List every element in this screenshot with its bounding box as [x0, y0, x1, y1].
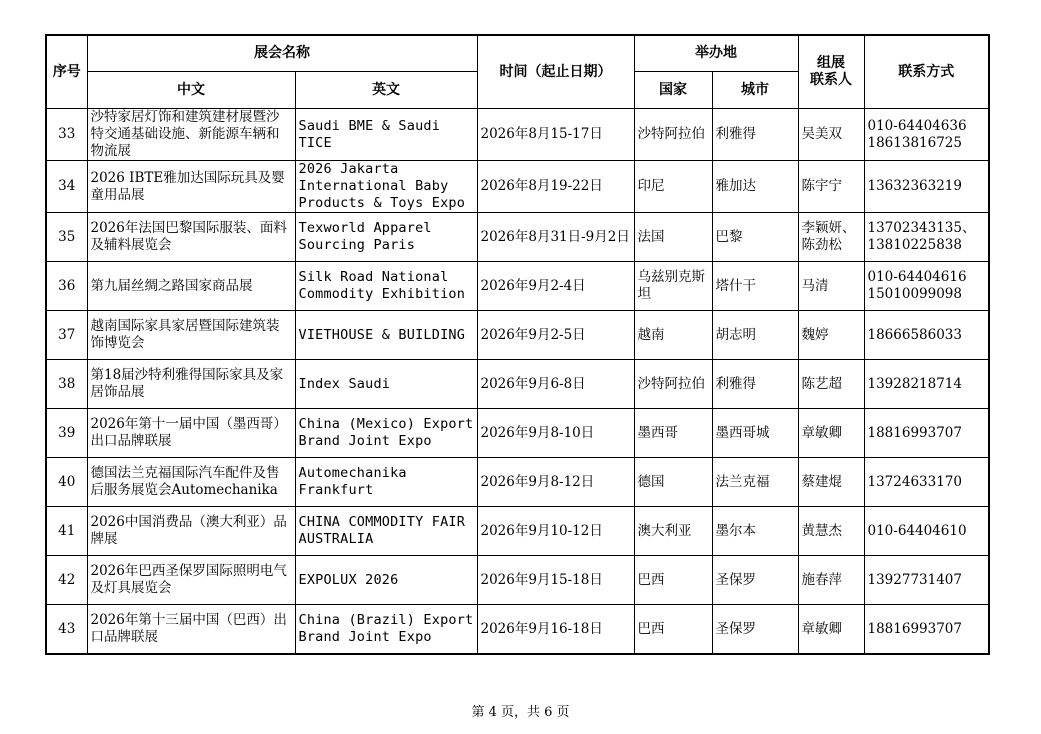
expo-dates: 2026年8月19-22日: [477, 161, 634, 213]
header-time: 时间（起止日期）: [477, 35, 634, 109]
expo-dates: 2026年9月2-5日: [477, 311, 634, 360]
venue-city: 胡志明: [712, 311, 798, 360]
organizer-contact-person: 李颖妍、陈劲松: [798, 213, 864, 262]
expo-dates: 2026年9月8-10日: [477, 409, 634, 458]
venue-country: 墨西哥: [634, 409, 712, 458]
contact-info: 18816993707: [864, 605, 989, 655]
table-row: [46, 213, 989, 262]
row-number: 43: [46, 605, 87, 655]
row-number: 35: [46, 213, 87, 262]
row-number: 34: [46, 161, 87, 213]
table-row: [46, 360, 989, 409]
contact-info: 13928218714: [864, 360, 989, 409]
venue-city: 巴黎: [712, 213, 798, 262]
venue-city: 利雅得: [712, 360, 798, 409]
venue-city: 利雅得: [712, 109, 798, 161]
exhibition-schedule-table: [45, 34, 990, 655]
organizer-contact-person: 黄慧杰: [798, 507, 864, 556]
venue-country: 巴西: [634, 605, 712, 655]
organizer-contact-person: 章敏卿: [798, 605, 864, 655]
expo-dates: 2026年9月16-18日: [477, 605, 634, 655]
expo-dates: 2026年9月10-12日: [477, 507, 634, 556]
expo-name-cn: 沙特家居灯饰和建筑建材展暨沙特交通基础设施、新能源车辆和物流展: [87, 109, 295, 161]
venue-city: 法兰克福: [712, 458, 798, 507]
header-expo-name: 展会名称: [87, 35, 477, 72]
contact-info: 18666586033: [864, 311, 989, 360]
table-row: [46, 507, 989, 556]
expo-name-en: Automechanika Frankfurt: [295, 458, 477, 507]
expo-name-en: Silk Road National Commodity Exhibition: [295, 262, 477, 311]
expo-name-en: Texworld Apparel Sourcing Paris: [295, 213, 477, 262]
row-number: 39: [46, 409, 87, 458]
row-number: 40: [46, 458, 87, 507]
organizer-contact-person: 陈宇宁: [798, 161, 864, 213]
row-number: 37: [46, 311, 87, 360]
expo-name-en: CHINA COMMODITY FAIR AUSTRALIA: [295, 507, 477, 556]
row-number: 38: [46, 360, 87, 409]
venue-country: 印尼: [634, 161, 712, 213]
organizer-contact-person: 施春萍: [798, 556, 864, 605]
venue-country: 德国: [634, 458, 712, 507]
expo-name-cn: 第18届沙特利雅得国际家具及家居饰品展: [87, 360, 295, 409]
header-organizer: 组展 联系人: [798, 35, 864, 109]
contact-info: 13724633170: [864, 458, 989, 507]
organizer-contact-person: 蔡建焜: [798, 458, 864, 507]
expo-name-cn: 2026中国消费品（澳大利亚）品牌展: [87, 507, 295, 556]
organizer-contact-person: 吴美双: [798, 109, 864, 161]
expo-name-cn: 2026年巴西圣保罗国际照明电气及灯具展览会: [87, 556, 295, 605]
expo-name-en: VIETHOUSE & BUILDING: [295, 311, 477, 360]
row-number: 36: [46, 262, 87, 311]
expo-name-en: Saudi BME & Saudi TICE: [295, 109, 477, 161]
contact-info: 010-64404636 18613816725: [864, 109, 989, 161]
expo-name-cn: 2026 IBTE雅加达国际玩具及婴童用品展: [87, 161, 295, 213]
contact-info: 13927731407: [864, 556, 989, 605]
contact-info: 18816993707: [864, 409, 989, 458]
expo-name-en: Index Saudi: [295, 360, 477, 409]
venue-city: 塔什干: [712, 262, 798, 311]
venue-city: 墨尔本: [712, 507, 798, 556]
expo-name-cn: 2026年第十三届中国（巴西）出口品牌联展: [87, 605, 295, 655]
venue-city: 雅加达: [712, 161, 798, 213]
expo-name-cn: 2026年第十一届中国（墨西哥）出口品牌联展: [87, 409, 295, 458]
table-row: [46, 311, 989, 360]
contact-info: 010-64404616 15010099098: [864, 262, 989, 311]
expo-name-en: China (Brazil) Export Brand Joint Expo: [295, 605, 477, 655]
table-body: [46, 109, 989, 655]
row-number: 33: [46, 109, 87, 161]
expo-name-en: 2026 Jakarta International Baby Products & Toys Expo: [295, 161, 477, 213]
organizer-contact-person: 马清: [798, 262, 864, 311]
contact-info: 13702343135、 13810225838: [864, 213, 989, 262]
table-row: [46, 161, 989, 213]
expo-dates: 2026年8月15-17日: [477, 109, 634, 161]
venue-country: 巴西: [634, 556, 712, 605]
header-cn: 中文: [87, 72, 295, 109]
expo-dates: 2026年9月2-4日: [477, 262, 634, 311]
table-row: [46, 409, 989, 458]
header-contact: 联系方式: [864, 35, 989, 109]
venue-city: 墨西哥城: [712, 409, 798, 458]
venue-city: 圣保罗: [712, 605, 798, 655]
expo-dates: 2026年9月8-12日: [477, 458, 634, 507]
expo-dates: 2026年9月15-18日: [477, 556, 634, 605]
table-row: [46, 109, 989, 161]
contact-info: 010-64404610: [864, 507, 989, 556]
organizer-contact-person: 章敏卿: [798, 409, 864, 458]
header-country: 国家: [634, 72, 712, 109]
header-city: 城市: [712, 72, 798, 109]
expo-name-cn: 德国法兰克福国际汽车配件及售后服务展览会Automechanika: [87, 458, 295, 507]
header-no: 序号: [46, 35, 87, 109]
row-number: 41: [46, 507, 87, 556]
expo-name-en: EXPOLUX 2026: [295, 556, 477, 605]
row-number: 42: [46, 556, 87, 605]
expo-name-cn: 2026年法国巴黎国际服装、面料及辅料展览会: [87, 213, 295, 262]
page-footer: 第 4 页，共 6 页: [471, 705, 570, 720]
expo-name-cn: 越南国际家具家居暨国际建筑装饰博览会: [87, 311, 295, 360]
table-row: [46, 262, 989, 311]
venue-country: 越南: [634, 311, 712, 360]
venue-country: 沙特阿拉伯: [634, 109, 712, 161]
expo-name-en: China (Mexico) Export Brand Joint Expo: [295, 409, 477, 458]
table-row: [46, 458, 989, 507]
venue-country: 沙特阿拉伯: [634, 360, 712, 409]
expo-dates: 2026年9月6-8日: [477, 360, 634, 409]
table-row: [46, 605, 989, 655]
venue-country: 法国: [634, 213, 712, 262]
header-en: 英文: [295, 72, 477, 109]
venue-city: 圣保罗: [712, 556, 798, 605]
contact-info: 13632363219: [864, 161, 989, 213]
organizer-contact-person: 魏婷: [798, 311, 864, 360]
expo-name-cn: 第九届丝绸之路国家商品展: [87, 262, 295, 311]
venue-country: 澳大利亚: [634, 507, 712, 556]
venue-country: 乌兹别克斯坦: [634, 262, 712, 311]
organizer-contact-person: 陈艺超: [798, 360, 864, 409]
table-row: [46, 556, 989, 605]
expo-dates: 2026年8月31日-9月2日: [477, 213, 634, 262]
header-venue: 举办地: [634, 35, 798, 72]
